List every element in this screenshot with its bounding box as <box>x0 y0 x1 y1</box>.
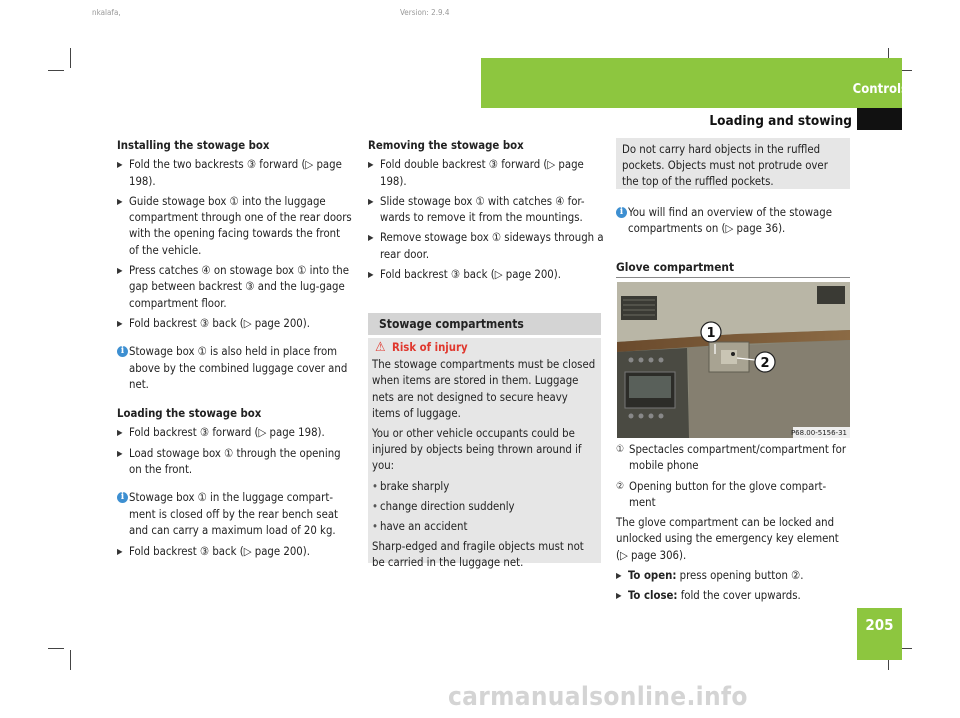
list-item: ▶ Guide stowage box ① into the luggage compartment through one of the rear doors with the opening facing towards the front of the vehicle. <box>117 194 352 257</box>
installing-title: Installing the stowage box <box>117 139 270 152</box>
arrow-icon: ▶ <box>616 591 622 601</box>
loading-title: Loading the stowage box <box>117 407 262 421</box>
info-icon: i <box>117 346 128 357</box>
list-item: ▶ To close: fold the cover upwards. <box>616 588 852 604</box>
removing-title: Removing the stowage box <box>368 139 524 152</box>
glove-title: Glove compartment <box>616 260 850 278</box>
warning-icon: ⚠ <box>375 340 386 355</box>
list-item: ▶ Remove stowage box ① sideways through a rear door. <box>368 231 604 261</box>
column-3-body <box>616 442 852 609</box>
arrow-icon: ▶ <box>117 428 123 438</box>
legend-number: ① <box>616 444 625 455</box>
info-note: i Stowage box ① in the luggage compart-ment is closed off by the rear bench seat and can carry a maximum load of 20 kg. <box>117 490 353 539</box>
crop-mark <box>70 48 71 68</box>
info-note: i Stowage box ① is also held in place from above by the combined luggage cover and net. <box>117 344 353 393</box>
info-icon: i <box>117 492 128 503</box>
bullet-icon: • <box>372 520 378 534</box>
bullet-icon: • <box>372 479 378 493</box>
arrow-icon: ▶ <box>117 448 123 458</box>
list-item: ▶ Fold backrest ③ forward (▷ page 198). <box>117 425 353 441</box>
caution-box: Do not carry hard objects in the ruffled pockets. Objects must not protrude over the top of the ruffled pockets. <box>616 138 850 189</box>
warning-p3: Sharp-edged and fragile objects must not be carried in the luggage net. <box>372 540 584 570</box>
glove-compartment-photo <box>617 282 850 438</box>
list-item: • have an accident <box>372 519 597 535</box>
photo-code: P68.00-5156-31 <box>790 429 847 437</box>
list-item: ▶ Fold the two backrests ③ forward (▷ page 198). <box>117 158 342 188</box>
header-tab-label: Controls <box>852 82 908 97</box>
crop-mark <box>48 648 64 649</box>
arrow-icon: ▶ <box>117 547 123 557</box>
arrow-icon: ▶ <box>368 160 374 170</box>
page-number: 205 <box>865 616 894 634</box>
header-tab <box>481 58 902 108</box>
arrow-icon: ▶ <box>616 571 622 581</box>
photo-label-1: 1 <box>706 326 716 341</box>
info-icon: i <box>616 207 627 218</box>
list-item: ▶ Press catches ④ on stowage box ① into the gap between backrest ③ and the lug-gage compartment floor. <box>117 264 350 310</box>
arrow-icon: ▶ <box>117 196 123 206</box>
meta-right: Version: 2.9.4 <box>400 8 450 17</box>
arrow-icon: ▶ <box>117 266 123 276</box>
arrow-icon: ▶ <box>368 270 374 280</box>
section-title: Loading and stowing <box>709 113 852 129</box>
watermark: carmanualsonline.info <box>448 682 748 712</box>
list-item: ▶ Slide stowage box ① with catches ④ for-wards to remove it from the mountings. <box>368 194 585 225</box>
column-3-note <box>616 205 852 243</box>
legend-number: ② <box>616 480 625 492</box>
glove-body: The glove compartment can be locked and unlocked using the emergency key element (▷ page 306). <box>616 516 839 562</box>
list-item: ▶ Fold backrest ③ back (▷ page 200). <box>368 267 604 283</box>
bullet-icon: • <box>372 499 378 513</box>
crop-mark <box>48 70 64 71</box>
arrow-icon: ▶ <box>117 318 123 328</box>
legend-item: ① Spectacles compartment/compartment for mobile phone <box>616 443 847 473</box>
arrow-icon: ▶ <box>368 233 374 243</box>
meta-left: nkalafa, <box>92 8 121 17</box>
warning-title: ⚠ Risk of injury <box>375 340 468 355</box>
warning-p1: The stowage compartments must be closed when items are stored in them. Luggage nets are not designed to secure heavy items of luggage. <box>372 358 596 420</box>
column-1 <box>117 138 353 565</box>
arrow-icon: ▶ <box>117 160 123 170</box>
list-item: ▶ Fold double backrest ③ forward (▷ page 198). <box>368 158 584 188</box>
column-2 <box>368 138 604 287</box>
header-marker <box>857 108 902 130</box>
stowage-header: Stowage compartments <box>368 313 601 335</box>
crop-mark <box>70 650 71 670</box>
list-item: ▶ Fold backrest ③ back (▷ page 200). <box>117 316 353 332</box>
list-item: • brake sharply <box>372 479 597 495</box>
list-item: ▶ Load stowage box ① through the opening on the front. <box>117 446 341 477</box>
legend-item: ② Opening button for the glove compart-ment <box>616 479 827 509</box>
warning-box <box>368 338 601 570</box>
arrow-icon: ▶ <box>368 196 374 206</box>
list-item: ▶ Fold backrest ③ back (▷ page 200). <box>117 544 353 560</box>
list-item: ▶ To open: press opening button ②. <box>616 568 852 584</box>
warning-p2: You or other vehicle occupants could be injured by objects being thrown around if you: <box>372 427 582 473</box>
list-item: • change direction suddenly <box>372 499 597 515</box>
photo-label-2: 2 <box>760 356 770 371</box>
info-note: i You will find an overview of the stowage compartments on (▷ page 36). <box>616 205 852 238</box>
